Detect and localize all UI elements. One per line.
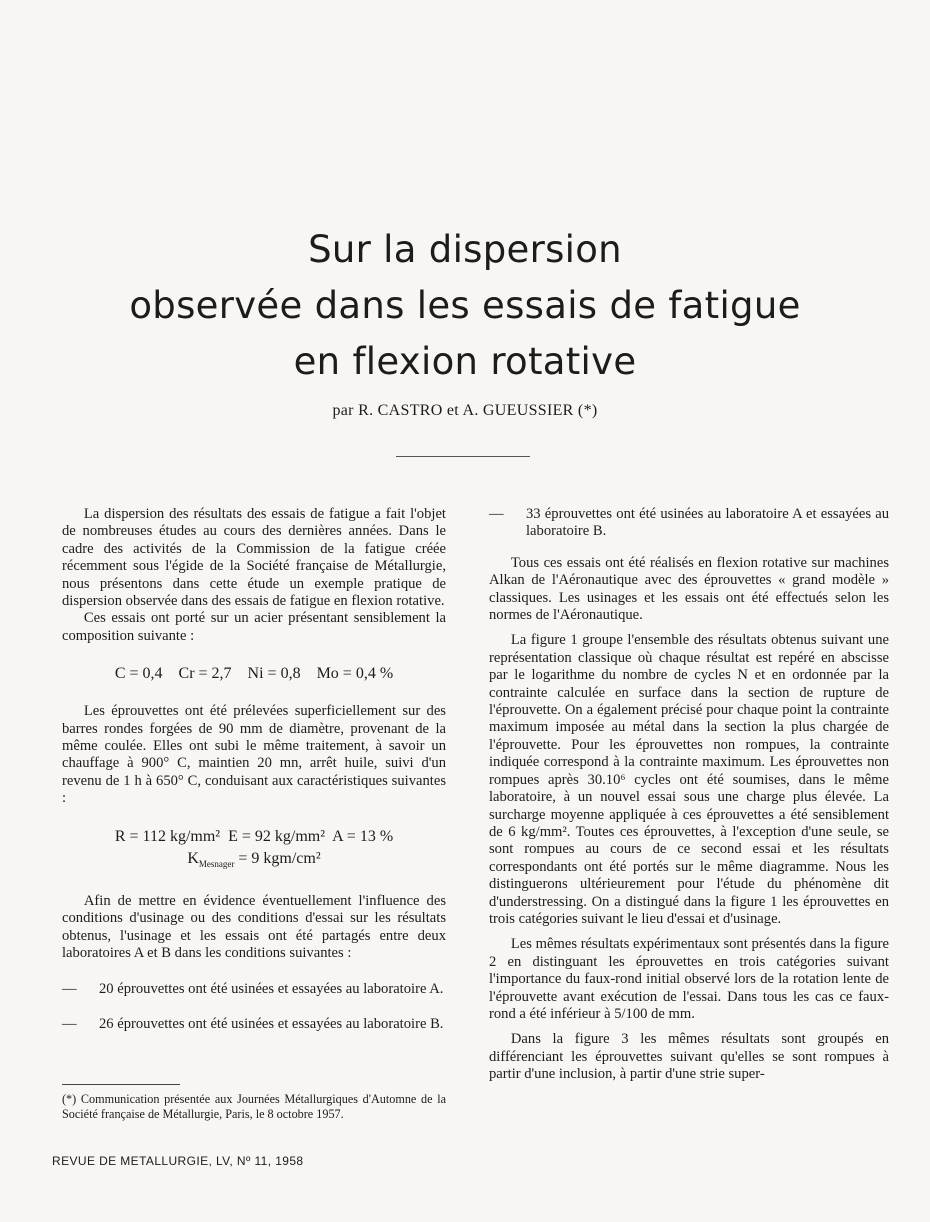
footnote-separator bbox=[62, 1084, 180, 1085]
k-subscript: Mesnager bbox=[198, 858, 235, 869]
dash-mark: — bbox=[489, 506, 504, 522]
k-value: = 9 kgm/cm² bbox=[234, 849, 321, 867]
paragraph-figure-3: Dans la figure 3 les mêmes résultats sont groupés en différenciant les éprouvettes suivant qu'elles se sont rompues à partir d'une inclusion, à partir d'une strie super- bbox=[489, 1031, 889, 1083]
list-item bbox=[62, 981, 446, 998]
paragraph-treatment: Les éprouvettes ont été prélevées superficiellement sur des barres rondes forgées de 90 mm de diamètre, provenant de la même coulée. Elles ont subi le même traitement, à savoir un chauffage à 900° C, maintien 20 mn, arrêt huile, suivi d'un revenu de 1 h à 650° C, conduisant aux caractéristiques suivantes : bbox=[62, 703, 446, 807]
article-title bbox=[0, 222, 930, 390]
properties-formula-2 bbox=[62, 848, 446, 875]
paragraph-figure-1: La figure 1 groupe l'ensemble des résultats obtenus suivant une représentation classique où chaque résultat est repéré en abscisse par le logarithme du nombre de cycles N et en ordonnée par la contrainte calculée en surface dans la section de rupture de l'éprouvette. On a également précisé pour chaque point la contrainte maximum imposée au métal dans la section la plus chargée de l'éprouvette. Pour les éprouvettes non rompues, la contrainte indiquée correspond à la contrainte maximum. Les éprouvettes non rompues après 30.10⁶ cycles ont été soumises, dans le même laboratoire, à un nouvel essai sous une charge plus élevée. La surcharge moyenne appliquée à ces éprouvettes a été sensiblement de 6 kg/mm². Toutes ces éprouvettes, à l'exception d'une seule, se sont rompues au cours de ce second essai et les résultats correspondants ont été portés sur le même diagramme. Nous les distinguerons ultérieurement pour l'étude du phénomène dit d'understressing. On a distingué dans la figure 1 les éprouvettes en trois catégories suivant le lieu d'essai et d'usinage. bbox=[489, 632, 889, 927]
list-item bbox=[62, 1016, 446, 1033]
properties-block bbox=[62, 826, 446, 875]
paragraph-conditions: Afin de mettre en évidence éventuellement l'influence des conditions d'usinage ou des conditions d'essai sur les résultats obtenus, l'usinage et les essais ont été partagés entre deux laboratoires A et B dans les conditions suivantes : bbox=[62, 892, 446, 962]
title-line-2: observée dans les essais de fatigue bbox=[129, 284, 801, 327]
paragraph-intro: La dispersion des résultats des essais de fatigue a fait l'objet de nombreuses études au cours des dernières années. Dans le cadre des activités de la Commission de la fatigue créée récemment sous l'égide de la Société française de Métallurgie, nous présentons dans cette étude un exemple pratique de dispersion observée dans des essais de fatigue en flexion rotative. bbox=[62, 506, 446, 610]
running-footer: REVUE DE METALLURGIE, LV, Nº 11, 1958 bbox=[52, 1154, 304, 1168]
dash-mark: — bbox=[62, 980, 77, 997]
composition-formula: C = 0,4 Cr = 2,7 Ni = 0,8 Mo = 0,4 % bbox=[114, 665, 394, 683]
paragraph-figure-2: Les mêmes résultats expérimentaux sont présentés dans la figure 2 en distinguant les éprouvettes en trois catégories suivant l'importance du faux-rond initial observé lors de la rotation lente de l'éprouvette avant exécution de l'essai. Dans tous les cas ce faux-rond a été inférieur à 5/100 de mm. bbox=[489, 936, 889, 1022]
list-item bbox=[489, 506, 889, 541]
paragraph-machines: Tous ces essais ont été réalisés en flexion rotative sur machines Alkan de l'Aéronautique avec des éprouvettes « grand modèle » classiques. Les usinages et les essais ont été effectués selon les normes de l'Aéronautique. bbox=[489, 554, 889, 624]
properties-formula-1: R = 112 kg/mm² E = 92 kg/mm² A = 13 % bbox=[114, 827, 394, 845]
list-item-text: 26 éprouvettes ont été usinées et essayées au laboratoire B. bbox=[99, 1015, 444, 1032]
k-symbol: K bbox=[187, 849, 199, 867]
left-column bbox=[62, 506, 446, 1033]
list-item-text: 33 éprouvettes ont été usinées au laboratoire A et essayées au laboratoire B. bbox=[526, 506, 889, 540]
dash-mark: — bbox=[62, 1015, 77, 1032]
paragraph-composition-intro: Ces essais ont porté sur un acier présentant sensiblement la composition suivante : bbox=[62, 610, 446, 644]
title-line-1: Sur la dispersion bbox=[308, 228, 622, 271]
footnote: (*) Communication présentée aux Journées Métallurgiques d'Automne de la Société française de Métallurgie, Paris, le 8 octobre 1957. bbox=[62, 1092, 446, 1121]
right-column bbox=[489, 506, 889, 1084]
title-line-3: en flexion rotative bbox=[293, 340, 637, 383]
title-separator bbox=[396, 456, 530, 457]
authors-line: par R. CASTRO et A. GUEUSSIER (*) bbox=[332, 402, 598, 419]
list-item-text: 20 éprouvettes ont été usinées et essayées au laboratoire A. bbox=[99, 980, 444, 997]
